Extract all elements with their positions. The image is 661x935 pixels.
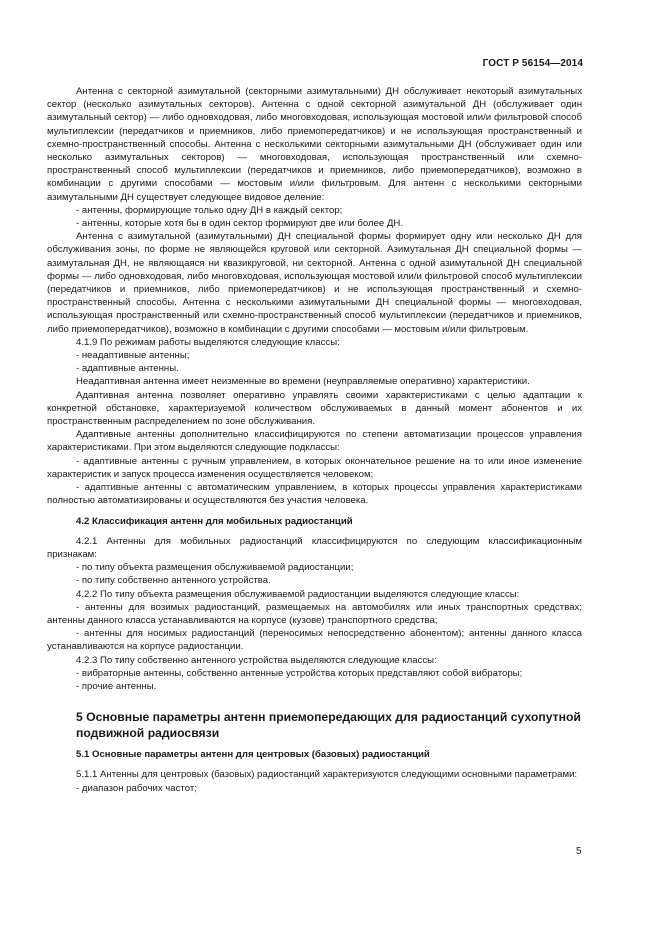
- paragraph: Неадаптивная антенна имеет неизменные во времени (неуправляемые оперативно) характеристики.: [76, 376, 530, 388]
- paragraph: 4.1.9 По режимам работы выделяются следующие классы:: [76, 336, 340, 348]
- paragraph: - адаптивные антенны с ручным управлением, в которых окончательное решение на то или иное изменение характеристик и запуск процесса изменения осуществляется человеком;: [47, 455, 582, 480]
- section-heading: 5 Основные параметры антенн приемопередающих для радиостанций сухопутной подвижной радиосвязи: [76, 710, 581, 741]
- paragraph: Антенна с секторной азимутальной (секторными азимутальными) ДН обслуживает некоторый азимутальных сектор (несколько азимутальных секторов). Антенна с одной секторной азимутальной ДН (обслуживает один азимутальный сектор) — либо одновходовая, либо многовходовая, использующая мостовой или/и фильтровой способ мультиплексии (передатчиков и приемников, либо приемопередатчиков) и не использующая пространственный и схемно-пространственный способы. Антенна с несколькими секторными азимутальными ДН (обслуживает один или несколько азимутальных секторов) — многовходовая, использующая пространственный или схемно-пространственный способ мультиплексии (передатчиков и приемников, либо приемопередатчиков), возможно в комбинации с другими способами — мостовым и/или фильтровым. Для антенн с несколькими секторными азимутальными ДН существует следующее видовое деление:: [47, 86, 582, 203]
- list-item: - неадаптивные антенны;: [76, 350, 190, 362]
- paragraph: 4.2.1 Антенны для мобильных радиостанций классифицируются по следующим классификационным признакам:: [47, 535, 582, 560]
- paragraph: Адаптивные антенны дополнительно классифицируются по степени автоматизации процессов управления характеристиками. При этом выделяются следующие подклассы:: [47, 429, 582, 454]
- paragraph: - антенны для носимых радиостанций (переносимых непосредственно абонентом); антенны данного класса устанавливаются на корпусе радиостанции.: [47, 628, 582, 653]
- paragraph: 5.1.1 Антенны для центровых (базовых) радиостанций характеризуются следующими основными параметрами:: [76, 769, 578, 781]
- list-item: - вибраторные антенны, собственно антенные устройства которых представляют собой вибраторы;: [76, 667, 523, 679]
- list-item: - прочие антенны.: [76, 680, 157, 692]
- subsection-heading: 5.1 Основные параметры антенн для центровых (базовых) радиостанций: [76, 749, 430, 761]
- paragraph: - антенны для возимых радиостанций, размещаемых на автомобилях или иных транспортных средствах; антенны данного класса устанавливаются на корпусе (кузове) транспортного средства;: [47, 601, 582, 626]
- list-item: - антенны, которые хотя бы в один сектор формируют две или более ДН.: [76, 218, 404, 230]
- standard-header: ГОСТ Р 56154—2014: [482, 58, 583, 69]
- paragraph: Антенна с азимутальной (азимутальными) ДН специальной формы формирует одну или несколько ДН для обслуживания зоны, по форме не являющейся круговой или секторной. Азимутальная ДН специальной формы — азимутальная ДН, не являющаяся ни квазикруговой, ни секторной. Антенна с одной азимутальной ДН специальной формы — либо одновходовая, либо многовходовая, использующая мостовой или/и фильтровой способ мультиплексии (передатчиков и приемников, либо приемопередатчиков) и не использующая пространственный и схемно-пространственный способы. Антенна с несколькими азимутальными ДН специальной формы — многовходовая, использующая пространственный или схемно-пространственный способ мультиплексии (передатчиков и приемников, либо приемопередатчиков), возможно в комбинации с другими способами — мостовым и/или фильтровым.: [47, 231, 582, 335]
- paragraph: 4.2.3 По типу собственно антенного устройства выделяются следующие классы:: [76, 654, 437, 666]
- subsection-heading: 4.2 Классификация антенн для мобильных радиостанций: [76, 515, 353, 527]
- list-item: - антенны, формирующие только одну ДН в каждый сектор;: [76, 204, 343, 216]
- list-item: - по типу собственно антенного устройства.: [76, 575, 271, 587]
- paragraph: - адаптивные антенны с автоматическим управлением, в которых процессы управления характеристиками полностью автоматизированы и осуществляются без участия человека.: [47, 482, 582, 507]
- list-item: - адаптивные антенны.: [76, 363, 179, 375]
- paragraph: 4.2.2 По типу объекта размещения обслуживаемой радиостанции выделяются следующие классы:: [76, 588, 520, 600]
- page-number: 5: [576, 846, 582, 857]
- paragraph: Адаптивная антенна позволяет оперативно управлять своими характеристиками с целью адаптации к конкретной обстановке, характеризуемой количеством обслуживаемых в данный момент абонентов и их пространственным распределением по зоне обслуживания.: [47, 389, 582, 428]
- list-item: - по типу объекта размещения обслуживаемой радиостанции;: [76, 562, 354, 574]
- list-item: - диапазон рабочих частот;: [76, 782, 197, 794]
- document-body: [47, 85, 582, 795]
